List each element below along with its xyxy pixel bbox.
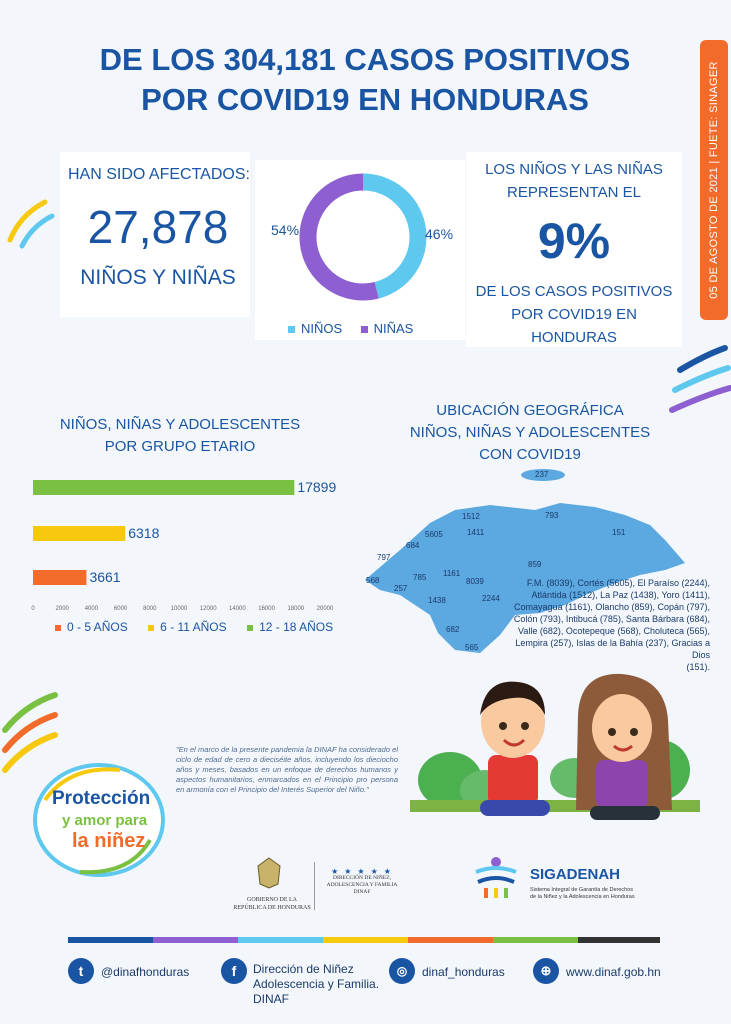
decor-left-swoosh xyxy=(0,190,60,250)
x-tick-label: 12000 xyxy=(199,606,217,612)
legend-12-18: 12 - 18 AÑOS xyxy=(247,620,333,634)
represents-text: LOS NIÑOS Y LAS NIÑAS REPRESENTAN EL xyxy=(485,161,663,201)
globe-icon[interactable]: ⊕ xyxy=(533,958,559,984)
page-title: DE LOS 304,181 CASOS POSITIVOS POR COVID19 EN HONDURAS xyxy=(99,42,631,117)
geo-title: UBICACIÓN GEOGRÁFICA NIÑOS, NIÑAS Y ADOLESCENTES CON COVID19 xyxy=(409,402,651,463)
gov-logo-text: GOBIERNO DE LA REPÚBLICA DE HONDURAS xyxy=(233,897,311,911)
map-value-elparaiso: 2244 xyxy=(482,594,500,603)
x-tick-label: 8000 xyxy=(143,606,157,612)
footer-color-bar xyxy=(68,937,660,943)
donut-chart xyxy=(298,172,428,302)
map-value-olancho: 859 xyxy=(528,560,542,569)
x-tick-label: 4000 xyxy=(84,606,99,612)
source-date-tab: 05 DE AGOSTO DE 2021 | FUETE: SINAGER xyxy=(700,40,728,320)
legend-ninos: NIÑOS xyxy=(288,321,342,336)
map-value-copan: 797 xyxy=(377,553,391,562)
age-legend xyxy=(55,618,333,636)
map-value-atlantida: 1512 xyxy=(462,512,480,521)
map-value-stabarbara: 684 xyxy=(406,541,420,550)
instagram-icon[interactable]: ◎ xyxy=(389,958,415,984)
map-value-islas: 237 xyxy=(535,470,549,479)
map-legend: F.M. (8039), Cortés (5605), El Paraíso (2244), Atlántida (1512), La Paz (1438), Yoro (1411), Comayagua (1161), Olancho (859), Copán (797), Colón (793), Intibucá (785), Santa Bárbara (684), Valle (682), Ocotepeque (568), Choluteca (565), Lempira (257), Islas de la Bahía (237), Gracias a Dios (151). xyxy=(513,578,710,672)
legend-6-11: 6 - 11 AÑOS xyxy=(148,620,226,634)
positive-cases-text: DE LOS CASOS POSITIVOS POR COVID19 EN HONDURAS xyxy=(475,283,673,346)
x-tick-label: 14000 xyxy=(229,606,246,612)
sigadenah-subtitle: Sistema Integral de Garantía de Derechos de la Niñez y la Adolescencia en Honduras xyxy=(530,887,635,900)
website-link[interactable]: www.dinaf.gob.hn xyxy=(566,965,661,979)
bar-value-label: 3661 xyxy=(89,569,121,585)
age-bar-chart xyxy=(25,470,355,615)
x-tick-label: 6000 xyxy=(113,606,128,612)
x-tick-label: 2000 xyxy=(55,606,69,612)
legend-ninas: NIÑAS xyxy=(361,321,414,336)
sigadenah-icon xyxy=(470,854,522,902)
sigadenah-title: SIGADENAH xyxy=(530,866,621,883)
map-value-valle: 682 xyxy=(446,625,460,634)
x-tick-label: 16000 xyxy=(258,606,275,612)
logo-amor-text: y amor para xyxy=(62,812,148,829)
affected-label: NIÑOS Y NIÑAS xyxy=(80,266,236,289)
logo-divider xyxy=(314,862,315,910)
map-value-lapaz: 1438 xyxy=(428,596,446,605)
legend-0-5: 0 - 5 AÑOS xyxy=(55,620,128,634)
honduras-coat-of-arms-icon xyxy=(256,856,282,890)
x-tick-label: 20000 xyxy=(316,606,334,612)
map-value-lempira: 257 xyxy=(394,584,408,593)
bar-12-18años xyxy=(33,480,294,495)
map-value-ocotepeque: 568 xyxy=(366,576,380,585)
map-value-yoro: 1411 xyxy=(467,528,485,537)
donut-legend xyxy=(288,320,413,338)
dinaf-logo: ★ ★ ★ ★ ★ DIRECCIÓN DE NIÑEZ, ADOLESCENCIA Y FAMILIA DINAF xyxy=(326,867,398,895)
bar-0-5años xyxy=(33,570,86,585)
affected-heading: HAN SIDO AFECTADOS: xyxy=(68,166,250,183)
bar-6-11años xyxy=(33,526,125,541)
logo-proteccion-text: Protección xyxy=(52,788,151,809)
donut-slice-niñas xyxy=(308,182,377,292)
bar-value-label: 17899 xyxy=(297,479,337,495)
age-chart-title: NIÑOS, NIÑAS Y ADOLESCENTES POR GRUPO ETARIO xyxy=(59,416,301,455)
map-value-gracias: 151 xyxy=(612,528,626,537)
map-value-colon: 793 xyxy=(545,511,559,520)
donut-slice-niños xyxy=(363,182,418,290)
facebook-icon[interactable]: f xyxy=(221,958,247,984)
x-tick-label: 18000 xyxy=(287,606,305,612)
donut-label-ninos: 46% xyxy=(425,226,454,242)
map-value-comayagua: 1161 xyxy=(443,569,461,578)
affected-number: 27,878 xyxy=(87,201,229,253)
dinaf-quote: "En el marco de la presente pandemia la DINAF ha considerado el ciclo de edad de cero a dieciséite años, incluyendo los dieciocho años y meses, basados en un enfoque de derechos humanos y aspectos humanitarios, enmarcados en el Principio pro persona en armonía con el Principio del Interés Superior del Niño." xyxy=(176,745,398,794)
logo-ninez-text: la niñez xyxy=(72,830,146,852)
percent-value: 9% xyxy=(537,213,611,269)
instagram-handle[interactable]: dinaf_honduras xyxy=(422,965,505,979)
map-value-intibuca: 785 xyxy=(413,573,427,582)
map-value-fm: 8039 xyxy=(466,577,484,586)
twitter-handle[interactable]: @dinafhonduras xyxy=(101,965,190,979)
x-tick-label: 0 xyxy=(31,606,35,612)
kids-illustration xyxy=(400,660,700,835)
map-value-cortes: 5605 xyxy=(425,530,443,539)
donut-label-ninas: 54% xyxy=(271,222,300,238)
bar-value-label: 6318 xyxy=(128,525,160,541)
x-tick-label: 10000 xyxy=(170,606,188,612)
proteccion-logo xyxy=(30,760,168,880)
twitter-icon[interactable]: t xyxy=(68,958,94,984)
facebook-page[interactable]: Dirección de Niñez Adolescencia y Familia. DINAF xyxy=(253,962,380,1006)
map-value-choluteca: 565 xyxy=(465,643,479,652)
